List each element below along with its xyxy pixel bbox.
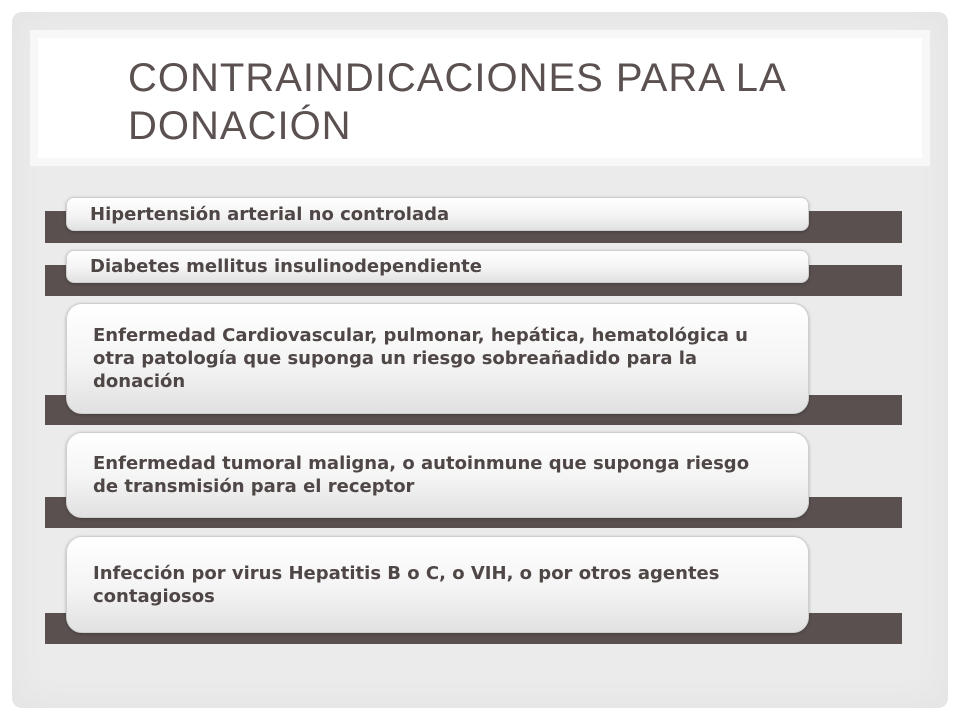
list-item-2-text: Diabetes mellitus insulinodependiente — [90, 256, 482, 277]
list-item-3 — [66, 303, 809, 414]
title-box — [30, 30, 930, 166]
list-item-1 — [66, 197, 809, 231]
list-item-3-text: Enfermedad Cardiovascular, pulmonar, hepática, hematológica u otra patología que suponga un riesgo sobreañadido para la donación — [93, 325, 748, 392]
title-inner — [38, 38, 922, 158]
list-item-2 — [66, 250, 809, 283]
list-item-4-text: Enfermedad tumoral maligna, o autoinmune que suponga riesgo de transmisión para el receptor — [93, 453, 750, 497]
list-item-5 — [66, 536, 809, 633]
list-item-5-text: Infección por virus Hepatitis B o C, o VIH, o por otros agentes contagiosos — [93, 562, 720, 607]
list-item-4 — [66, 432, 809, 518]
slide-title: CONTRAINDICACIONES PARA LA DONACIÓN — [128, 56, 785, 148]
list-item-1-text: Hipertensión arterial no controlada — [90, 203, 450, 225]
